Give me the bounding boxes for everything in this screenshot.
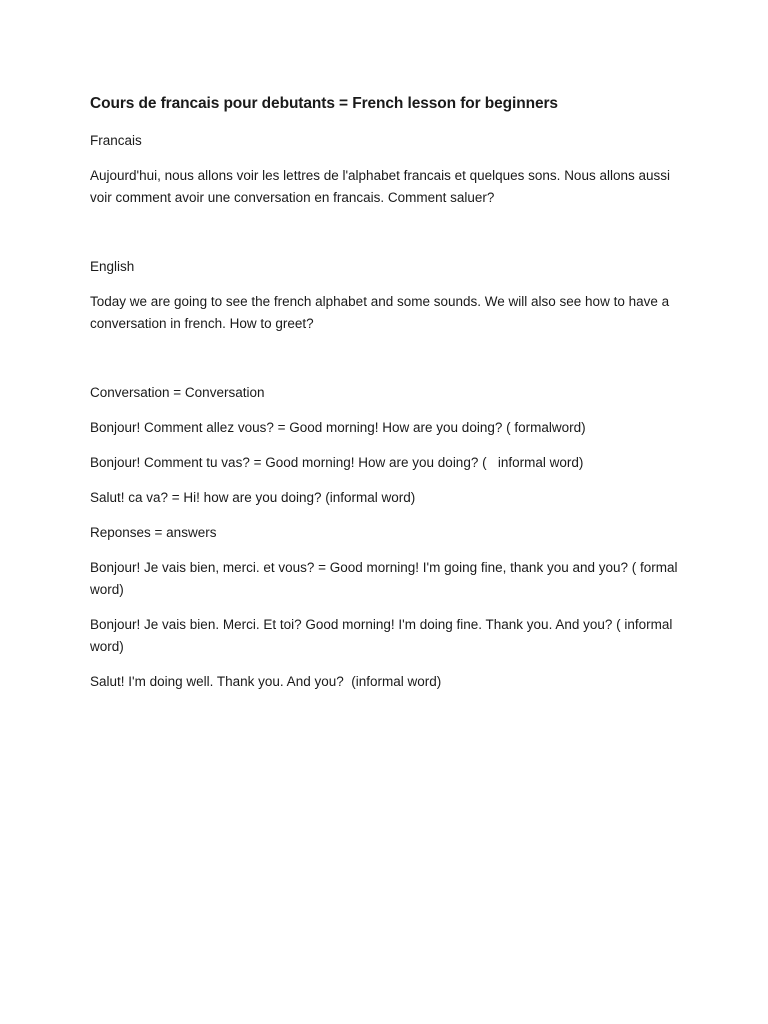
document-page: [90, 92, 690, 706]
document-title: Cours de francais pour debutants = French lesson for beginners: [90, 95, 558, 112]
conversation-line: Bonjour! Comment allez vous? = Good morning! How are you doing? ( formalword): [90, 420, 586, 435]
conversation-line: Bonjour! Comment tu vas? = Good morning! How are you doing? ( informal word): [90, 455, 584, 470]
french-paragraph: Aujourd'hui, nous allons voir les lettres de l'alphabet francais et quelques sons. Nous allons aussi voir comment avoir une conversation en francais. Comment saluer?: [90, 168, 674, 205]
spacer: [90, 222, 690, 256]
spacer: [90, 348, 690, 382]
conversation-line: Bonjour! Je vais bien. Merci. Et toi? Good morning! I'm doing fine. Thank you. And you? ( informal word): [90, 617, 677, 654]
english-heading: English: [90, 259, 135, 274]
english-paragraph: Today we are going to see the french alphabet and some sounds. We will also see how to have a conversation in french. How to greet?: [90, 294, 673, 331]
answers-heading: Reponses = answers: [90, 525, 217, 540]
conversation-line: Bonjour! Je vais bien, merci. et vous? = Good morning! I'm going fine, thank you and you? ( formal word): [90, 560, 682, 597]
conversation-heading: Conversation = Conversation: [90, 385, 265, 400]
conversation-line: Salut! ca va? = Hi! how are you doing? (informal word): [90, 490, 416, 505]
french-heading: Francais: [90, 133, 142, 148]
conversation-line: Salut! I'm doing well. Thank you. And you? (informal word): [90, 674, 442, 689]
